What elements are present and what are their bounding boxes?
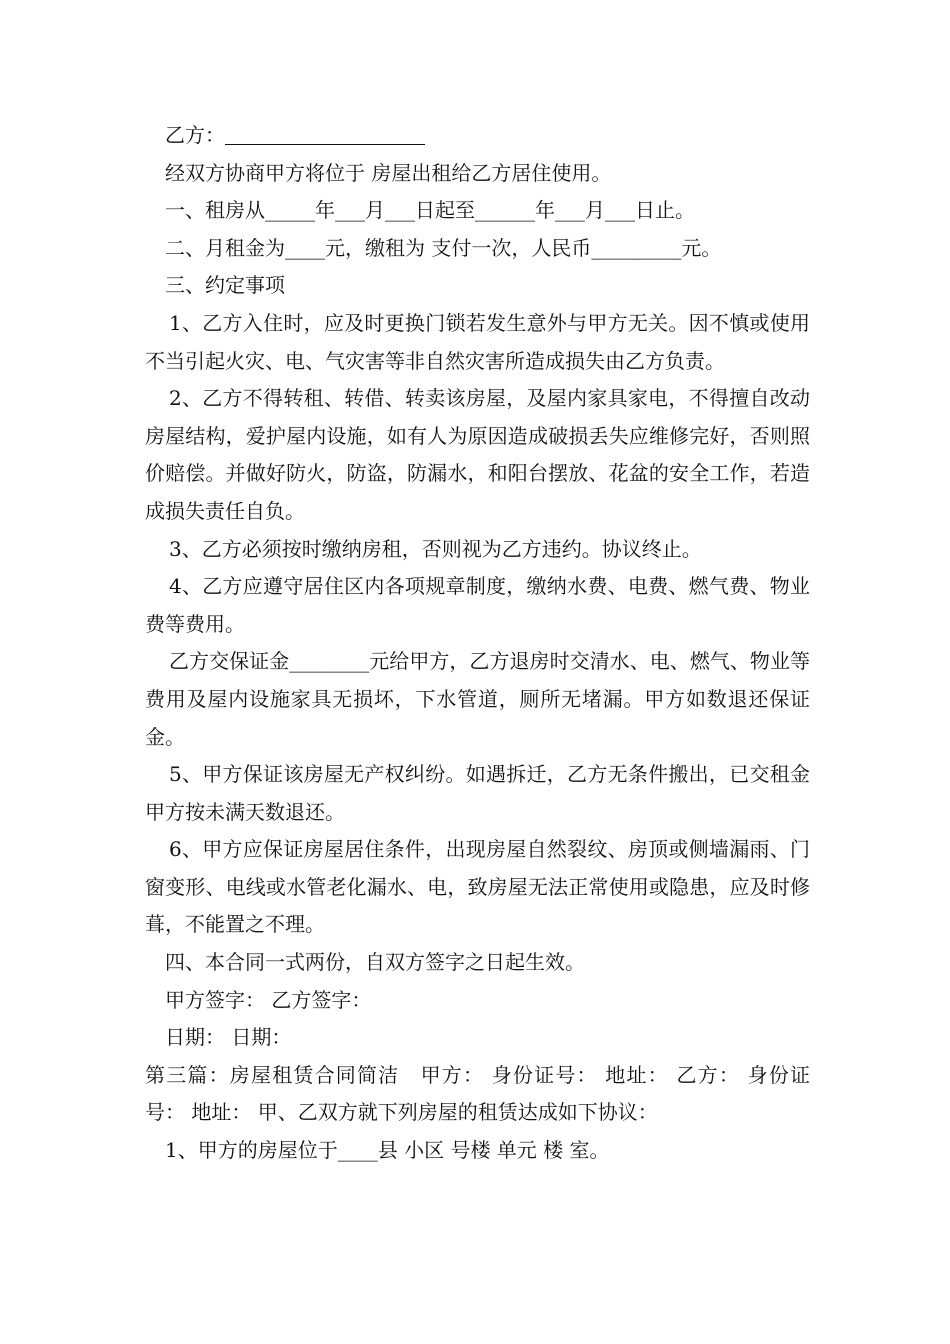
paragraph: 三、约定事项: [165, 273, 285, 298]
paragraph: 二、月租金为____元，缴租为 支付一次，人民币_________元。: [165, 235, 722, 260]
paragraph: 4、乙方应遵守居住区内各项规章制度，缴纳水费、电费、燃气费、物业费等费用。: [145, 574, 810, 636]
document-body: [145, 117, 810, 1170]
signature-line: 甲方签字： 乙方签字：: [165, 987, 372, 1012]
paragraph-party-b: 乙方：: [145, 117, 810, 155]
paragraph: 2、乙方不得转租、转借、转卖该房屋，及屋内家具家电，不得擅自改动房屋结构，爱护屋内设施，如有人为原因造成破损丢失应维修完好，否则照价赔偿。并做好防火，防盗，防漏水，和阳台摆放、花盆的安全工作，若造成损失责任自负。: [145, 386, 810, 523]
section-heading: 第三篇：房屋租赁合同简洁 甲方： 身份证号： 地址： 乙方： 身份证号： 地址： 甲、乙双方就下列房屋的租赁达成如下协议：: [145, 1062, 810, 1125]
paragraph: 6、甲方应保证房屋居住条件，出现房屋自然裂纹、房顶或侧墙漏雨、门窗变形、电线或水管老化漏水、电，致房屋无法正常使用或隐患，应及时修葺，不能置之不理。: [145, 837, 810, 937]
paragraph: 乙方交保证金________元给甲方，乙方退房时交清水、电、燃气、物业等费用及屋内设施家具无损坏，下水管道，厕所无堵漏。甲方如数退还保证金。: [145, 649, 810, 749]
paragraph: 5、甲方保证该房屋无产权纠纷。如遇拆迁，乙方无条件搬出，已交租金甲方按未满天数退还。: [145, 762, 810, 824]
paragraph: 1、甲方的房屋位于____县 小区 号楼 单元 楼 室。: [165, 1138, 610, 1163]
paragraph: 经双方协商甲方将位于 房屋出租给乙方居住使用。: [165, 160, 612, 185]
party-b-blank: [225, 122, 425, 145]
paragraph: 一、租房从_____年___月___日起至______年___月___日止。: [165, 198, 695, 223]
paragraph: 3、乙方必须按时缴纳房租，否则视为乙方违约。协议终止。: [169, 536, 702, 561]
date-line: 日期： 日期：: [165, 1025, 292, 1050]
paragraph: 四、本合同一式两份，自双方签字之日起生效。: [165, 950, 585, 975]
paragraph: 1、乙方入住时，应及时更换门锁若发生意外与甲方无关。因不慎或使用不当引起火灾、电、气灾害等非自然灾害所造成损失由乙方负责。: [145, 310, 810, 373]
